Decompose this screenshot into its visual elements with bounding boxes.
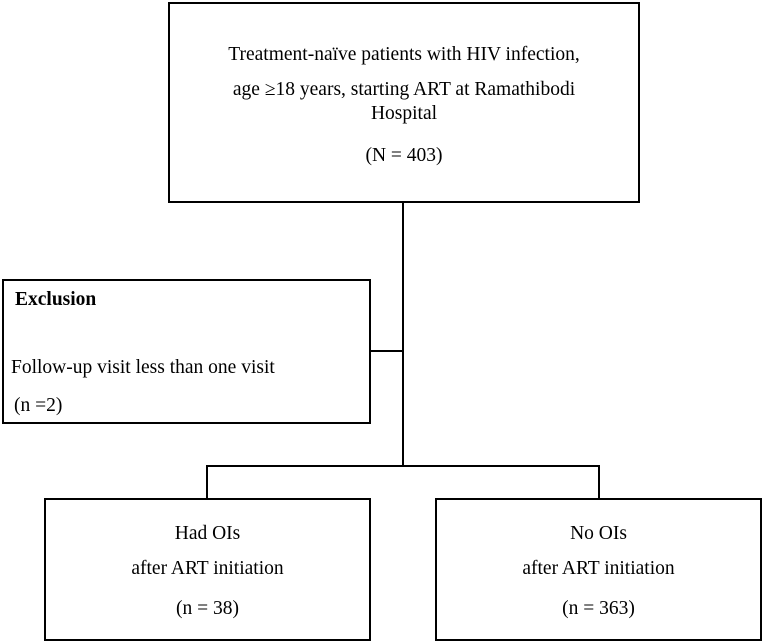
had-ois-count: (n = 38) [176, 598, 239, 619]
had-ois-line-1: Had OIs [174, 523, 241, 544]
eligible-patients-line-3: Hospital [370, 103, 438, 124]
exclusion-box [2, 279, 371, 424]
eligible-patients-box [168, 2, 640, 203]
had-ois-line-2: after ART initiation [131, 558, 284, 579]
no-ois-line-1: No OIs [570, 523, 627, 544]
no-ois-box [435, 498, 762, 641]
exclusion-title: Exclusion [15, 289, 97, 310]
no-ois-line-2: after ART initiation [522, 558, 675, 579]
eligible-patients-line-1: Treatment-naïve patients with HIV infection, [228, 44, 580, 65]
eligible-patients-line-2: age ≥18 years, starting ART at Ramathibodi [232, 79, 576, 100]
exclusion-reason: Follow-up visit less than one visit [11, 357, 275, 378]
eligible-patients-count: (N = 403) [365, 145, 443, 166]
had-ois-box [44, 498, 371, 641]
exclusion-count: (n =2) [14, 395, 63, 416]
no-ois-count: (n = 363) [562, 598, 635, 619]
